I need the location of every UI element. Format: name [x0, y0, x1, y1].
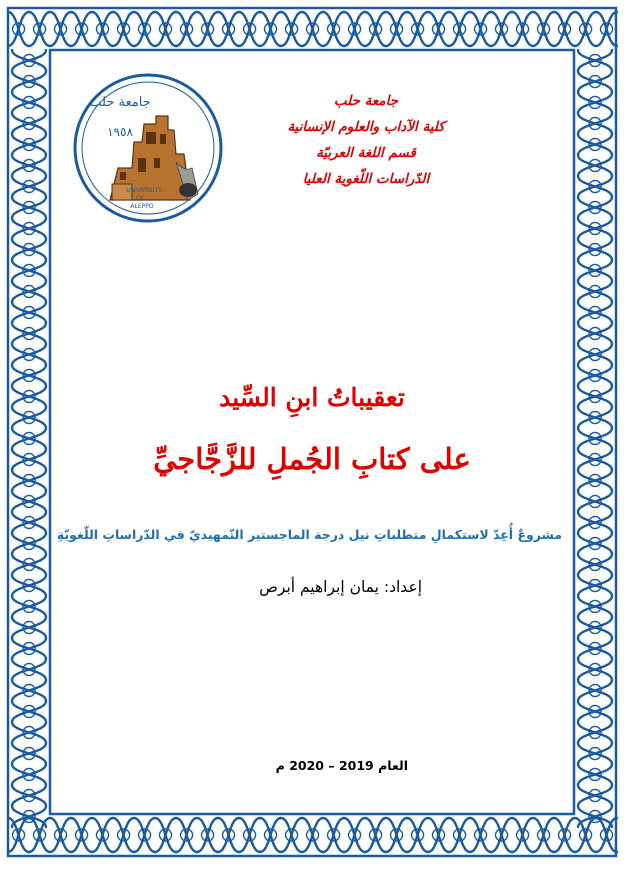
- seal-year: ١٩٥٨: [107, 125, 133, 139]
- thesis-title-line-2: على كتابِ الجُملِ للزَّجَّاجيِّ: [153, 442, 471, 476]
- seal-english-line1: UNIVERSITY: [126, 187, 162, 194]
- thesis-title-line-1: تعقيباتُ ابنِ السِّيد: [219, 383, 405, 412]
- university-name: جامعة حلب: [333, 93, 399, 109]
- project-description: مشروعٌ أُعِدّ لاستكمالِ متطلباتِ نيل درجة الماجستير التّمهيديّ في الدّراساتِ اللّغويّةِ: [56, 527, 562, 542]
- seal-english-line2: OF: [135, 195, 145, 202]
- seal-arabic-name: جامعة حلب: [89, 95, 151, 110]
- author-line: إعداد: يمان إبراهيم أبرص: [259, 578, 422, 596]
- faculty-name: كلية الآداب والعلوم الإنسانية: [287, 119, 445, 135]
- seal-english-line3: ALEPPO: [130, 203, 154, 210]
- university-seal-logo: [72, 72, 224, 224]
- department-name: قسم اللغة العربيّة: [316, 145, 416, 161]
- academic-year: العام 2019 – 2020 م: [275, 758, 408, 773]
- program-name: الدّراسات اللّغوية العليا: [302, 171, 430, 187]
- institution-header: [236, 88, 496, 192]
